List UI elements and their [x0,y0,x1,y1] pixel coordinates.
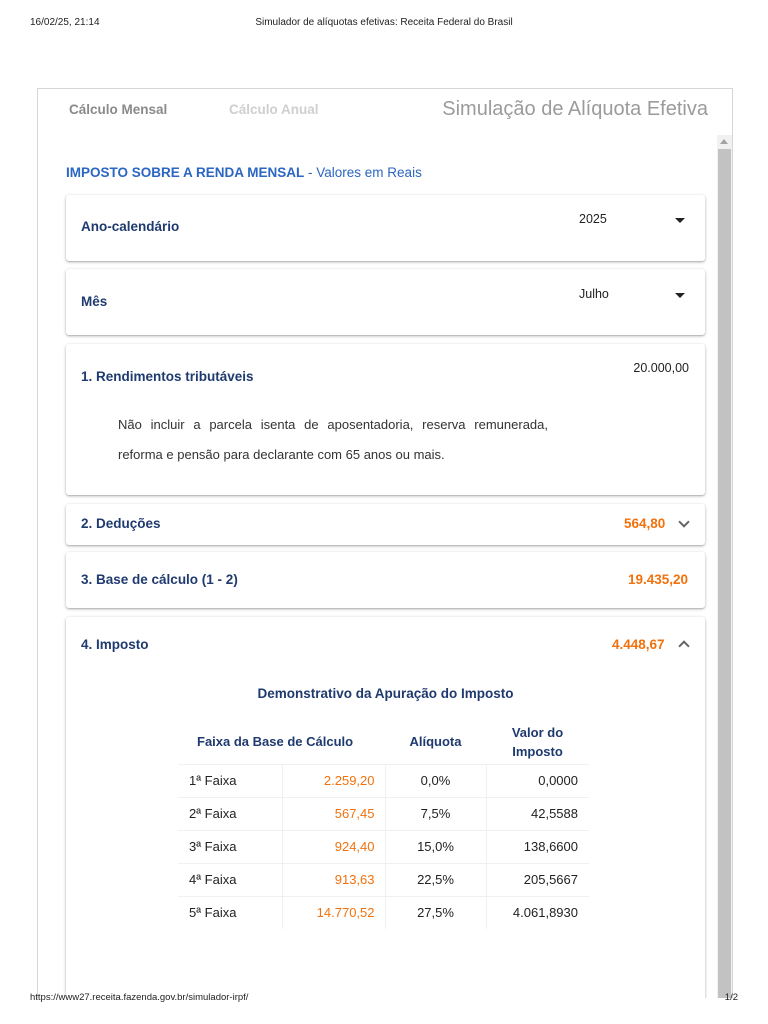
table-header-row [178,720,589,764]
aliquota-cell: 0,0% [385,764,486,797]
faixa-cell: 3ª Faixa [178,830,282,863]
imposto-value: 4.448,67 [612,637,665,652]
valor-cell: 4.061,8930 [486,896,589,929]
ano-calendario-value[interactable]: 2025 [579,212,607,226]
aliquota-cell: 7,5% [385,797,486,830]
imposto-card [66,617,705,998]
demonstrativo-table [178,720,589,929]
valor-cell: 138,6600 [486,830,589,863]
base-cell: 913,63 [282,863,385,896]
print-header [30,17,738,31]
rendimentos-card [66,344,705,495]
base-cell: 567,45 [282,797,385,830]
aliquota-cell: 15,0% [385,830,486,863]
ano-calendario-card [66,195,705,261]
table-row [178,896,589,929]
dropdown-caret-icon[interactable] [675,293,685,298]
print-page-title: Simulador de alíquotas efetivas: Receita Federal do Brasil [255,17,513,28]
faixa-cell: 1ª Faixa [178,764,282,797]
tab-calculo-anual[interactable]: Cálculo Anual [229,102,319,117]
deducoes-label: 2. Deduções [81,516,161,531]
rendimentos-input[interactable]: 20.000,00 [633,361,689,375]
base-calculo-card [66,552,705,608]
deducoes-card[interactable] [66,504,705,545]
rendimentos-label: 1. Rendimentos tributáveis [81,369,254,384]
base-cell: 924,40 [282,830,385,863]
base-cell: 14.770,52 [282,896,385,929]
faixa-cell: 5ª Faixa [178,896,282,929]
demonstrativo-title: Demonstrativo da Apuração do Imposto [257,686,514,701]
mes-card [66,269,705,335]
aliquota-cell: 27,5% [385,896,486,929]
mes-value[interactable]: Julho [579,287,609,301]
faixa-cell: 4ª Faixa [178,863,282,896]
scrollbar-thumb[interactable] [718,149,731,998]
mes-label: Mês [81,294,108,309]
base-calculo-value: 19.435,20 [628,572,689,587]
imposto-label: 4. Imposto [81,637,149,652]
chevron-down-icon[interactable] [678,516,689,527]
section-title-subtitle: - Valores em Reais [304,165,422,180]
top-bar [38,89,732,135]
chevron-up-icon[interactable] [678,640,689,651]
base-cell: 2.259,20 [282,764,385,797]
valor-cell: 205,5667 [486,863,589,896]
tab-calculo-mensal[interactable]: Cálculo Mensal [69,102,168,117]
simulator-app [37,88,733,998]
table-row [178,764,589,797]
section-title [66,165,422,180]
rendimentos-note: Não incluir a parcela isenta de aposentadoria, reserva remunerada, reforma e pensão para declarante com 65 anos ou mais. [118,417,548,462]
col-header-faixa: Faixa da Base de Cálculo [197,734,354,750]
table-row [178,863,589,896]
col-header-valor: Valor do Imposto [511,724,564,759]
scroll-up-arrow-icon[interactable] [720,139,728,144]
app-title: Simulação de Alíquota Efetiva [442,98,708,120]
print-page-number: 1/2 [724,992,738,1003]
table-row [178,830,589,863]
print-footer [30,992,738,1006]
valor-cell: 0,0000 [486,764,589,797]
valor-cell: 42,5588 [486,797,589,830]
col-header-aliquota: Alíquota [409,734,462,750]
faixa-cell: 2ª Faixa [178,797,282,830]
deducoes-value: 564,80 [624,516,666,531]
print-datetime: 16/02/25, 21:14 [30,17,100,28]
print-url: https://www27.receita.fazenda.gov.br/simulador-irpf/ [30,992,249,1003]
scrollbar[interactable] [717,135,732,998]
aliquota-cell: 22,5% [385,863,486,896]
section-title-main: IMPOSTO SOBRE A RENDA MENSAL [66,165,305,180]
ano-calendario-label: Ano-calendário [81,219,180,234]
dropdown-caret-icon[interactable] [675,218,685,223]
table-row [178,797,589,830]
base-calculo-label: 3. Base de cálculo (1 - 2) [81,572,238,587]
